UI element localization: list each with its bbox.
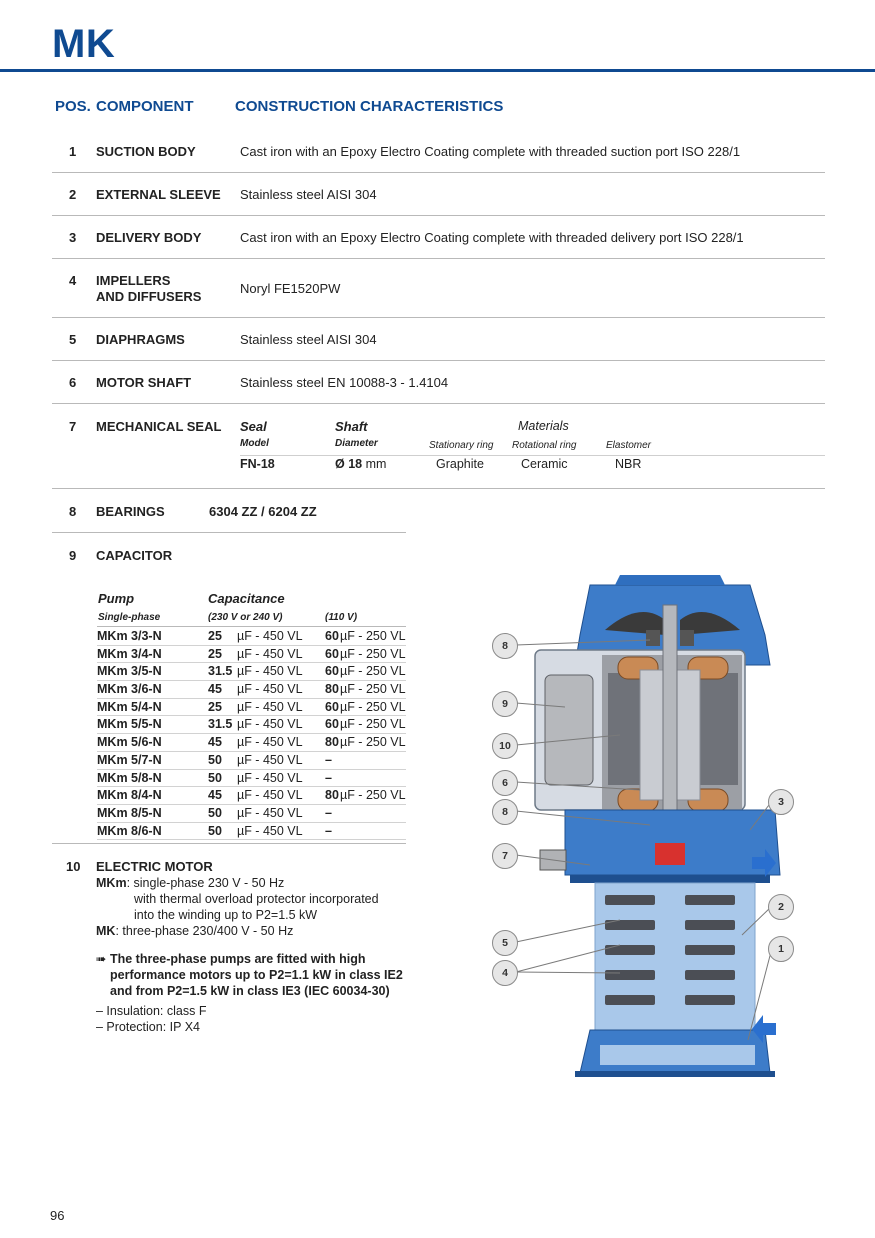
seal-stationary-label: Stationary ring bbox=[429, 440, 494, 451]
capacitor-capacitance-label: Capacitance bbox=[208, 591, 285, 606]
row-component: BEARINGS bbox=[96, 504, 165, 519]
capacitor-230-unit: µF - 450 VL bbox=[237, 699, 303, 714]
capacitor-230-value: 50 bbox=[208, 752, 222, 767]
capacitor-110-unit: µF - 250 VL bbox=[340, 646, 406, 661]
row-component: ELECTRIC MOTOR bbox=[96, 859, 213, 874]
capacitor-row bbox=[97, 734, 406, 752]
row-pos: 4 bbox=[69, 273, 77, 288]
capacitor-row bbox=[97, 752, 406, 770]
capacitor-230-unit: µF - 450 VL bbox=[237, 717, 303, 732]
capacitor-230-unit: µF - 450 VL bbox=[237, 682, 303, 697]
motor-mk-label: MK bbox=[96, 924, 116, 938]
seal-elastomer-value: NBR bbox=[615, 457, 642, 471]
row-component: DIAPHRAGMS bbox=[96, 332, 185, 347]
row-component: MECHANICAL SEAL bbox=[96, 419, 222, 434]
row-component: EXTERNAL SLEEVE bbox=[96, 187, 221, 202]
seal-diameter-value bbox=[335, 457, 386, 471]
header-component: COMPONENT bbox=[96, 98, 194, 115]
capacitor-row bbox=[97, 805, 406, 823]
capacitor-110v-label: (110 V) bbox=[325, 612, 358, 623]
row-component: MOTOR SHAFT bbox=[96, 375, 192, 390]
capacitor-230-unit: µF - 450 VL bbox=[237, 805, 303, 820]
capacitor-230-value: 50 bbox=[208, 805, 222, 820]
capacitor-table bbox=[97, 628, 406, 840]
impeller-3-right bbox=[685, 945, 735, 955]
capacitor-230-unit: µF - 450 VL bbox=[237, 646, 303, 661]
capacitor-row bbox=[97, 663, 406, 681]
row-pos: 3 bbox=[69, 230, 77, 245]
row-description: Cast iron with an Epoxy Electro Coating complete with threaded suction port ISO 228/1 bbox=[240, 144, 741, 159]
motor-note-line3: and from P2=1.5 kW in class IE3 (IEC 60034-30) bbox=[110, 984, 390, 998]
capacitor-pump: MKm 5/7-N bbox=[97, 752, 162, 767]
row-component: SUCTION BODY bbox=[96, 144, 196, 159]
bearing-top-right bbox=[680, 630, 694, 646]
callout-8: 8 bbox=[492, 633, 518, 659]
capacitor-230-value: 45 bbox=[208, 682, 222, 697]
capacitor-pump: MKm 8/4-N bbox=[97, 788, 162, 803]
capacitor-row bbox=[97, 716, 406, 734]
motor-mkm-line3: into the winding up to P2=1.5 kW bbox=[134, 908, 318, 922]
capacitor-110-unit: µF - 250 VL bbox=[340, 629, 406, 643]
capacitor-110-value: – bbox=[325, 823, 332, 838]
suction-chamber bbox=[600, 1045, 755, 1065]
capacitor-header-rule bbox=[97, 626, 406, 627]
capacitor-110-value: 60 bbox=[325, 664, 339, 679]
capacitor-110-unit: µF - 250 VL bbox=[340, 717, 406, 732]
callout-8-lower: 8 bbox=[492, 799, 518, 825]
bearings-value: 6304 ZZ / 6204 ZZ bbox=[209, 504, 317, 519]
seal-diameter-number: Ø 18 bbox=[335, 457, 363, 471]
capacitor-230-unit: µF - 450 VL bbox=[237, 770, 303, 785]
table-row bbox=[52, 489, 406, 533]
header-characteristics: CONSTRUCTION CHARACTERISTICS bbox=[235, 98, 504, 115]
arrow-icon: ➠ bbox=[96, 952, 107, 966]
row-component: CAPACITOR bbox=[96, 548, 173, 563]
callout-6: 6 bbox=[492, 770, 518, 796]
row-pos: 5 bbox=[69, 332, 77, 347]
page-title: MK bbox=[52, 22, 116, 66]
seal-stationary-value: Graphite bbox=[436, 457, 484, 471]
capacitor-230-value: 45 bbox=[208, 788, 222, 803]
capacitor-230v-label: (230 V or 240 V) bbox=[208, 612, 283, 623]
callout-10: 10 bbox=[492, 733, 518, 759]
impeller-2-right bbox=[685, 920, 735, 930]
capacitor-110-value: – bbox=[325, 770, 332, 785]
motor-note-line1 bbox=[96, 951, 366, 967]
page-number: 96 bbox=[50, 1208, 65, 1223]
callout-4: 4 bbox=[492, 960, 518, 986]
seal-diameter-label: Diameter bbox=[335, 438, 378, 449]
motor-mk-line bbox=[96, 923, 293, 939]
motor-insulation: – Insulation: class F bbox=[96, 1004, 207, 1018]
capacitor-row bbox=[97, 628, 406, 646]
table-row bbox=[52, 361, 825, 404]
row-pos: 10 bbox=[66, 859, 81, 874]
motor-mkm-text: : single-phase 230 V - 50 Hz bbox=[126, 876, 285, 890]
impeller-1-right bbox=[685, 895, 735, 905]
capacitor-110-value: 60 bbox=[325, 717, 339, 732]
capacitor-110-unit: µF - 250 VL bbox=[340, 788, 406, 803]
seal-model-value: FN-18 bbox=[240, 457, 275, 471]
capacitor-110-unit: µF - 250 VL bbox=[340, 735, 406, 750]
capacitor-pump: MKm 3/5-N bbox=[97, 664, 162, 679]
motor-protection: – Protection: IP X4 bbox=[96, 1020, 200, 1034]
mechanical-seal bbox=[655, 843, 685, 865]
impeller-1-left bbox=[605, 895, 655, 905]
capacitor-110-value: 60 bbox=[325, 629, 339, 643]
capacitor-110-unit: µF - 250 VL bbox=[340, 699, 406, 714]
seal-diameter-unit: mm bbox=[365, 457, 387, 471]
seal-shaft-label: Shaft bbox=[335, 419, 368, 434]
capacitor-pump-label: Pump bbox=[98, 591, 135, 606]
row-pos: 9 bbox=[69, 548, 77, 563]
motor-mk-text: : three-phase 230/400 V - 50 Hz bbox=[115, 924, 294, 938]
impeller-5-right bbox=[685, 995, 735, 1005]
capacitor-110-value: – bbox=[325, 752, 332, 767]
capacitor-230-unit: µF - 450 VL bbox=[237, 752, 303, 767]
table-row bbox=[52, 216, 825, 259]
capacitor-row bbox=[97, 823, 406, 841]
motor-mkm-label: MKm bbox=[96, 876, 127, 890]
table-row bbox=[52, 173, 825, 216]
motor-note-line2: performance motors up to P2=1.1 kW in class IE2 bbox=[110, 968, 403, 982]
row-description: Stainless steel EN 10088-3 - 1.4104 bbox=[240, 375, 449, 390]
cover-top-cap bbox=[615, 575, 725, 585]
impeller-4-left bbox=[605, 970, 655, 980]
callout-7: 7 bbox=[492, 843, 518, 869]
capacitor-pump: MKm 5/8-N bbox=[97, 770, 162, 785]
row-description: Stainless steel AISI 304 bbox=[240, 187, 377, 202]
callout-9: 9 bbox=[492, 691, 518, 717]
row-description: Cast iron with an Epoxy Electro Coating complete with threaded delivery port ISO 228/1 bbox=[240, 230, 744, 245]
capacitor-110-value: 80 bbox=[325, 735, 339, 750]
callout-3: 3 bbox=[768, 789, 794, 815]
capacitor-230-value: 50 bbox=[208, 823, 222, 838]
capacitor-230-unit: µF - 450 VL bbox=[237, 664, 303, 679]
capacitor-230-unit: µF - 450 VL bbox=[237, 629, 303, 643]
capacitor-110-unit: µF - 250 VL bbox=[340, 682, 406, 697]
row-pos: 6 bbox=[69, 375, 77, 390]
capacitor-230-unit: µF - 450 VL bbox=[237, 788, 303, 803]
row-pos: 7 bbox=[69, 419, 77, 434]
row-component-line2: AND DIFFUSERS bbox=[96, 289, 202, 304]
row-pos: 2 bbox=[69, 187, 77, 202]
row-pos: 1 bbox=[69, 144, 77, 159]
capacitor-pump: MKm 5/5-N bbox=[97, 717, 162, 732]
capacitor-230-value: 31.5 bbox=[208, 664, 233, 679]
capacitor-pump: MKm 5/6-N bbox=[97, 735, 162, 750]
pump-cutaway-diagram bbox=[480, 575, 810, 1085]
capacitor-row bbox=[97, 770, 406, 788]
seal-materials-label: Materials bbox=[518, 419, 569, 433]
seal-elastomer-label: Elastomer bbox=[606, 440, 652, 451]
seal-rotational-value: Ceramic bbox=[521, 457, 568, 471]
motor-mkm-line1 bbox=[96, 875, 284, 891]
title-rule bbox=[0, 69, 875, 72]
row-component-line1: IMPELLERS bbox=[96, 273, 171, 288]
bearing-top-left bbox=[646, 630, 660, 646]
table-row bbox=[52, 318, 825, 361]
impeller-5-left bbox=[605, 995, 655, 1005]
delivery-flange bbox=[570, 875, 770, 883]
capacitor-body bbox=[545, 675, 593, 785]
capacitor-230-value: 25 bbox=[208, 629, 222, 643]
capacitor-110-value: 80 bbox=[325, 788, 339, 803]
motor-mkm-line2: with thermal overload protector incorporated bbox=[134, 892, 379, 906]
capacitor-pump: MKm 3/4-N bbox=[97, 646, 162, 661]
seal-model-label: Model bbox=[240, 438, 269, 449]
external-sleeve bbox=[595, 883, 755, 1033]
impeller-4-right bbox=[685, 970, 735, 980]
seal-rotational-label: Rotational ring bbox=[512, 440, 577, 451]
row-description: Stainless steel AISI 304 bbox=[240, 332, 377, 347]
capacitor-110-value: 60 bbox=[325, 646, 339, 661]
row-pos: 8 bbox=[69, 504, 77, 519]
capacitor-row bbox=[97, 699, 406, 717]
capacitor-230-value: 25 bbox=[208, 699, 222, 714]
capacitor-row bbox=[97, 787, 406, 805]
header-pos: POS. bbox=[55, 98, 91, 115]
capacitor-pump: MKm 8/5-N bbox=[97, 805, 162, 820]
capacitor-230-unit: µF - 450 VL bbox=[237, 735, 303, 750]
row-description: Noryl FE1520PW bbox=[240, 281, 341, 296]
capacitor-bottom-rule bbox=[52, 843, 406, 844]
capacitor-110-value: 60 bbox=[325, 699, 339, 714]
capacitor-230-value: 31.5 bbox=[208, 717, 233, 732]
capacitor-230-value: 45 bbox=[208, 735, 222, 750]
capacitor-230-value: 50 bbox=[208, 770, 222, 785]
capacitor-230-unit: µF - 450 VL bbox=[237, 823, 303, 838]
pump-base bbox=[575, 1071, 775, 1077]
seal-label: Seal bbox=[240, 419, 267, 434]
capacitor-single-phase-label: Single-phase bbox=[98, 612, 161, 623]
capacitor-110-value: 80 bbox=[325, 682, 339, 697]
capacitor-row bbox=[97, 646, 406, 664]
capacitor-pump: MKm 5/4-N bbox=[97, 699, 162, 714]
capacitor-230-value: 25 bbox=[208, 646, 222, 661]
capacitor-pump: MKm 8/6-N bbox=[97, 823, 162, 838]
motor-note-text1: The three-phase pumps are fitted with high bbox=[109, 952, 366, 966]
callout-2: 2 bbox=[768, 894, 794, 920]
capacitor-110-value: – bbox=[325, 805, 332, 820]
capacitor-row bbox=[97, 681, 406, 699]
table-row bbox=[52, 259, 825, 318]
capacitor-110-unit: µF - 250 VL bbox=[340, 664, 406, 679]
seal-divider bbox=[240, 455, 825, 456]
row-component: DELIVERY BODY bbox=[96, 230, 202, 245]
table-row bbox=[52, 130, 825, 173]
callout-5: 5 bbox=[492, 930, 518, 956]
capacitor-pump: MKm 3/3-N bbox=[97, 629, 162, 643]
callout-1: 1 bbox=[768, 936, 794, 962]
table-row-mechanical-seal bbox=[52, 404, 825, 489]
capacitor-pump: MKm 3/6-N bbox=[97, 682, 162, 697]
